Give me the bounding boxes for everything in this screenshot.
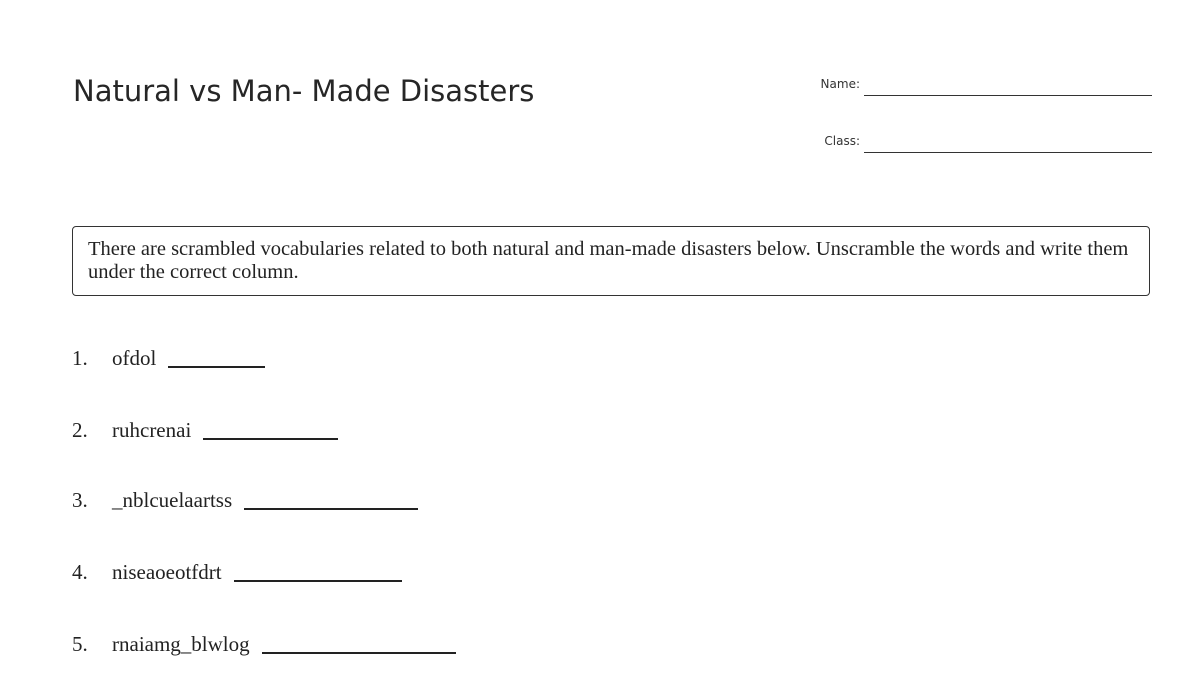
question-item: [72, 340, 265, 370]
question-item: [72, 412, 338, 442]
worksheet-title: Natural vs Man- Made Disasters: [73, 74, 535, 108]
question-number: 2.: [72, 418, 88, 442]
question-item: [72, 554, 402, 584]
answer-blank[interactable]: [168, 366, 265, 368]
answer-blank[interactable]: [244, 508, 418, 510]
name-field: [760, 74, 1152, 96]
question-item: [72, 482, 418, 512]
question-item: [72, 626, 456, 656]
scrambled-word: ruhcrenai: [112, 418, 192, 442]
question-number: 1.: [72, 346, 88, 370]
instructions-box: There are scrambled vocabularies related to both natural and man-made disasters below. Unscramble the words and write them under the correct column.: [72, 226, 1150, 296]
class-field: [760, 131, 1152, 153]
scrambled-word: ofdol: [112, 346, 157, 370]
question-number: 3.: [72, 488, 88, 512]
scrambled-word: rnaiamg_blwlog: [112, 632, 250, 656]
name-label: Name:: [820, 77, 860, 91]
answer-blank[interactable]: [262, 652, 456, 654]
scrambled-word: _nblcuelaartss: [112, 488, 233, 512]
question-number: 5.: [72, 632, 88, 656]
answer-blank[interactable]: [203, 438, 338, 440]
class-label: Class:: [824, 134, 860, 148]
scrambled-word: niseaoeotfdrt: [112, 560, 222, 584]
name-input-line[interactable]: [864, 95, 1152, 96]
class-input-line[interactable]: [864, 152, 1152, 153]
question-number: 4.: [72, 560, 88, 584]
answer-blank[interactable]: [234, 580, 402, 582]
